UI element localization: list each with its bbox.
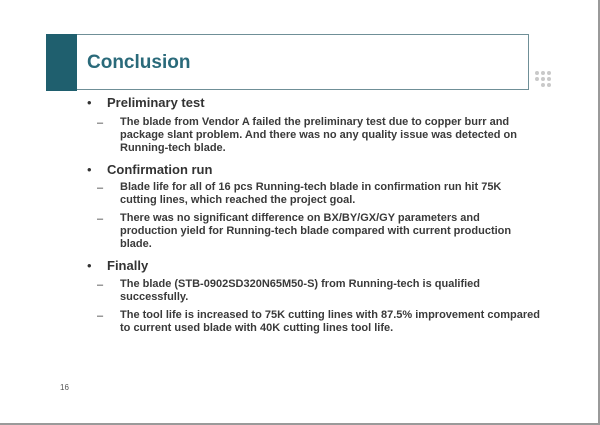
page-number: 16 — [60, 383, 69, 392]
dash-icon: – — [97, 310, 104, 322]
sub-item-confirmation-2: There was no significant difference on BX/BY/GX/GY parameters and production yield for Running-tech blade compared with current production blade. — [120, 212, 512, 250]
section-heading-preliminary-test: Preliminary test — [107, 95, 205, 110]
title-accent-block — [46, 34, 77, 91]
section-heading-finally: Finally — [107, 258, 149, 273]
sub-item-preliminary-1: The blade from Vendor A failed the preliminary test due to copper burr and package slant problem. And there was no any quality issue was detected on Running-tech blade. — [120, 116, 517, 154]
sub-item-confirmation-1: Blade life for all of 16 pcs Running-tech blade in confirmation run hit 75K cutting lines, which reached the project goal. — [120, 181, 502, 206]
bullet-icon: • — [87, 162, 92, 177]
slide-title: Conclusion — [87, 52, 191, 73]
sub-item-finally-1: The blade (STB-0902SD320N65M50-S) from Running-tech is qualified successfully. — [120, 278, 481, 303]
dash-icon: – — [97, 182, 104, 194]
dash-icon: – — [97, 213, 104, 225]
decorative-dots-icon — [535, 71, 555, 86]
sub-item-finally-2: The tool life is increased to 75K cutting lines with 87.5% improvement compared to current used blade with 40K cutting lines tool life. — [120, 309, 540, 334]
dash-icon: – — [97, 279, 104, 291]
bullet-icon: • — [87, 258, 92, 273]
section-heading-confirmation-run: Confirmation run — [107, 162, 213, 177]
bullet-icon: • — [87, 95, 92, 110]
dash-icon: – — [97, 117, 104, 129]
